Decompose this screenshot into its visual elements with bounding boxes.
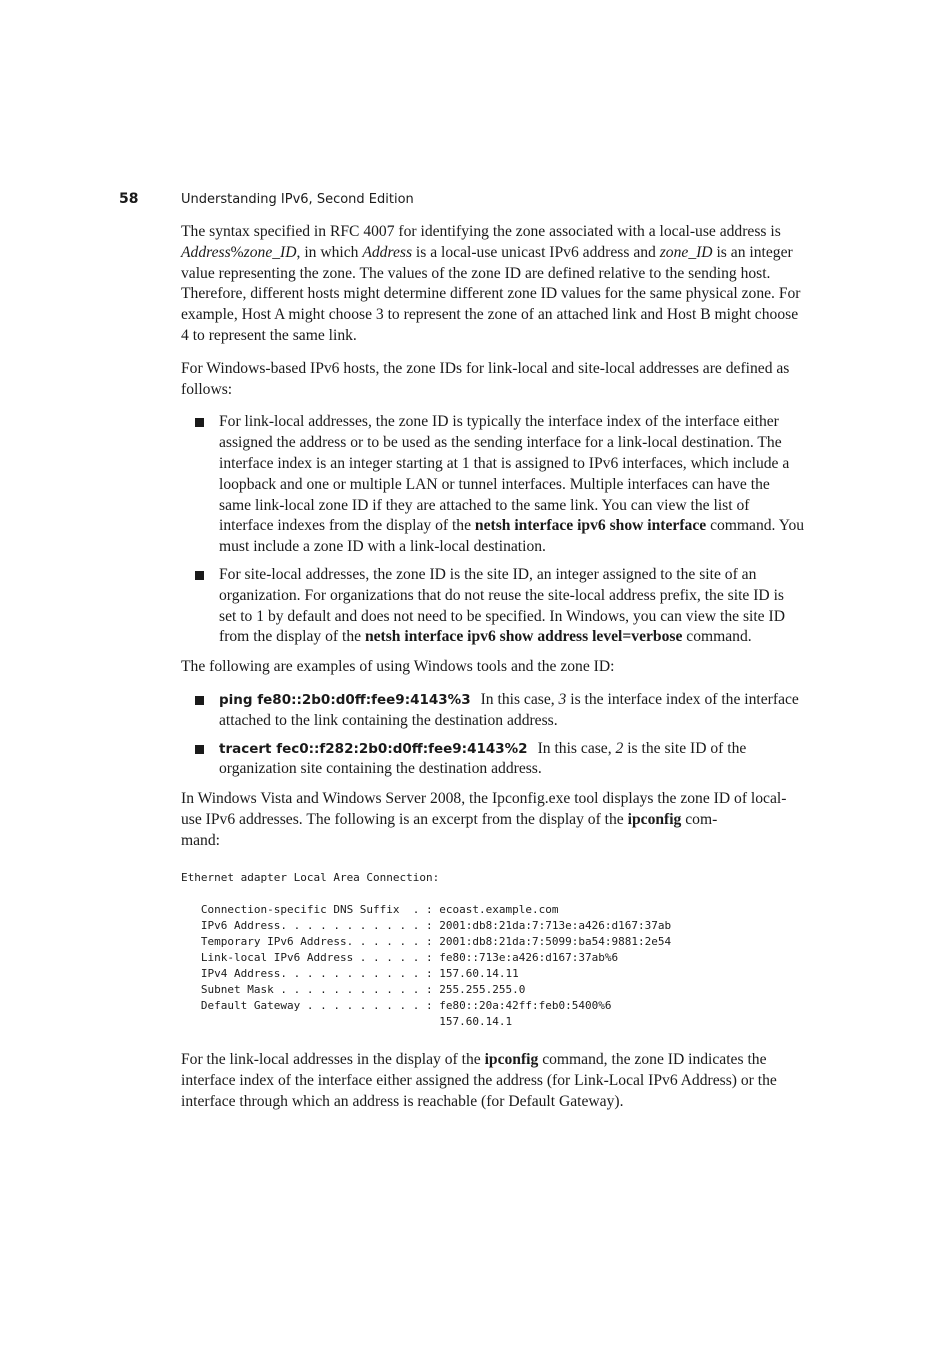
text: In Windows Vista and Windows Server 2008, the Ipconfig.exe tool displays the zone ID of local-use IPv6 addresses. The following is an excerpt from the display of the (181, 790, 787, 828)
square-bullet-icon (195, 745, 204, 754)
command-text: ping fe80::2b0:d0ff:fee9:4143%3 (219, 691, 471, 708)
square-bullet-icon (195, 571, 204, 580)
text: is the site ID of the organization site containing the destination address. (219, 739, 747, 778)
text: is the interface index of the interface attached to the link containing the destination address. (219, 690, 799, 729)
command-text: ipconfig (627, 810, 682, 828)
running-head (119, 188, 414, 207)
text: For the link-local addresses in the display of the (181, 1051, 485, 1069)
paragraph-ipconfig-intro (181, 789, 805, 851)
examples-bullet-list (181, 690, 805, 780)
text: For link-local addresses, the zone ID is typically the interface index of the interface either assigned the address or to be used as the sending interface for a link-local destination. The interface index is an integer starting at 1 that is assigned to IPv6 interfaces, which include a loopback and one or multiple LAN or tunnel interfaces. Multiple interfaces can have the same link-local zone ID if they are attached to the same link. You can view the list of interface indexes from the display of the (219, 413, 790, 535)
code-block: Ethernet adapter Local Area Connection: Connection-specific DNS Suffix . : ecoast.example.com IPv6 Address. . . . . . . . . . . : 2001:db8:21da:7:713e:a426:d167:37ab Temporary IPv6 Address. . . . . . : 2001:db8:21da:7:5099:ba54:9881:2e54 Link-local IPv6 Address . . . . . : fe80::713e:a426:d167:37ab%6 IPv4 Address. . . . . . . . . . . : 157.60.14.11 Subnet Mask . . . . . . . . . . . : 255.255.255.0 Default Gateway . . . . . . . . . : fe80::20a:42ff:feb0:5400%6 157.60.14.1 (181, 870, 672, 1029)
list-item (181, 565, 805, 648)
text: For site-local addresses, the zone ID is the site ID, an integer assigned to the site of an organization. For organizations that do not reuse the site-local address prefix, the site ID is set to 1 by default and does not need to be specified. In Windows, you can view the site ID from the display of the (219, 565, 785, 646)
book-title: Understanding IPv6, Second Edition (181, 192, 414, 207)
list-item (181, 412, 805, 558)
italic-term: Address (362, 243, 413, 261)
text: command. You must include a zone ID with a link-local destination. (219, 517, 805, 556)
text: is a local-use unicast IPv6 address and (412, 243, 660, 261)
text: is an integer value representing the zone. The values of the zone ID are defined relative to the sending host. Therefore, different hosts might determine different zone ID values for the same physical zone. For example, Host A might choose 3 to represent the zone of an attached link and Host B might choose 4 to represent the same link. (181, 243, 801, 344)
italic-term: Address (181, 243, 231, 261)
paragraph-windows-zone-ids: For Windows-based IPv6 hosts, the zone IDs for link-local and site-local addresses are defined as follows: (181, 359, 790, 398)
square-bullet-icon (195, 418, 204, 427)
zone-id-bullet-list (181, 412, 805, 648)
command-text: tracert fec0::f282:2b0:d0ff:fee9:4143%2 (219, 740, 528, 757)
page-number: 58 (119, 191, 139, 207)
italic-term: 3 (558, 690, 567, 708)
italic-term: 2 (615, 739, 624, 757)
text: command, the zone ID indicates the interface index of the interface either assigned the address (for Link-Local IPv6 Address) or the interface through which an address is reachable (for Default Gateway). (181, 1051, 777, 1111)
text: command. (682, 628, 752, 646)
main-content (181, 222, 805, 1125)
text: The syntax specified in RFC 4007 for identifying the zone associated with a local-use address is (181, 223, 781, 240)
list-item (181, 690, 805, 732)
paragraph-ipconfig-explanation (181, 1050, 805, 1112)
paragraph-examples-intro: The following are examples of using Windows tools and the zone ID: (181, 658, 615, 676)
list-item (181, 739, 805, 781)
paragraph-zone-syntax (181, 222, 805, 347)
text: In this case, (480, 690, 559, 708)
text: In this case, (537, 739, 616, 757)
text: , in which (296, 243, 363, 261)
command-text: netsh interface ipv6 show address level=verbose (364, 628, 683, 646)
command-text: netsh interface ipv6 show interface (474, 517, 707, 535)
command-text: ipconfig (484, 1051, 539, 1069)
text: % (230, 243, 244, 261)
square-bullet-icon (195, 696, 204, 705)
italic-term: zone_ID (659, 243, 713, 261)
italic-term: zone_ID (243, 243, 297, 261)
text: com- mand: (181, 810, 718, 849)
